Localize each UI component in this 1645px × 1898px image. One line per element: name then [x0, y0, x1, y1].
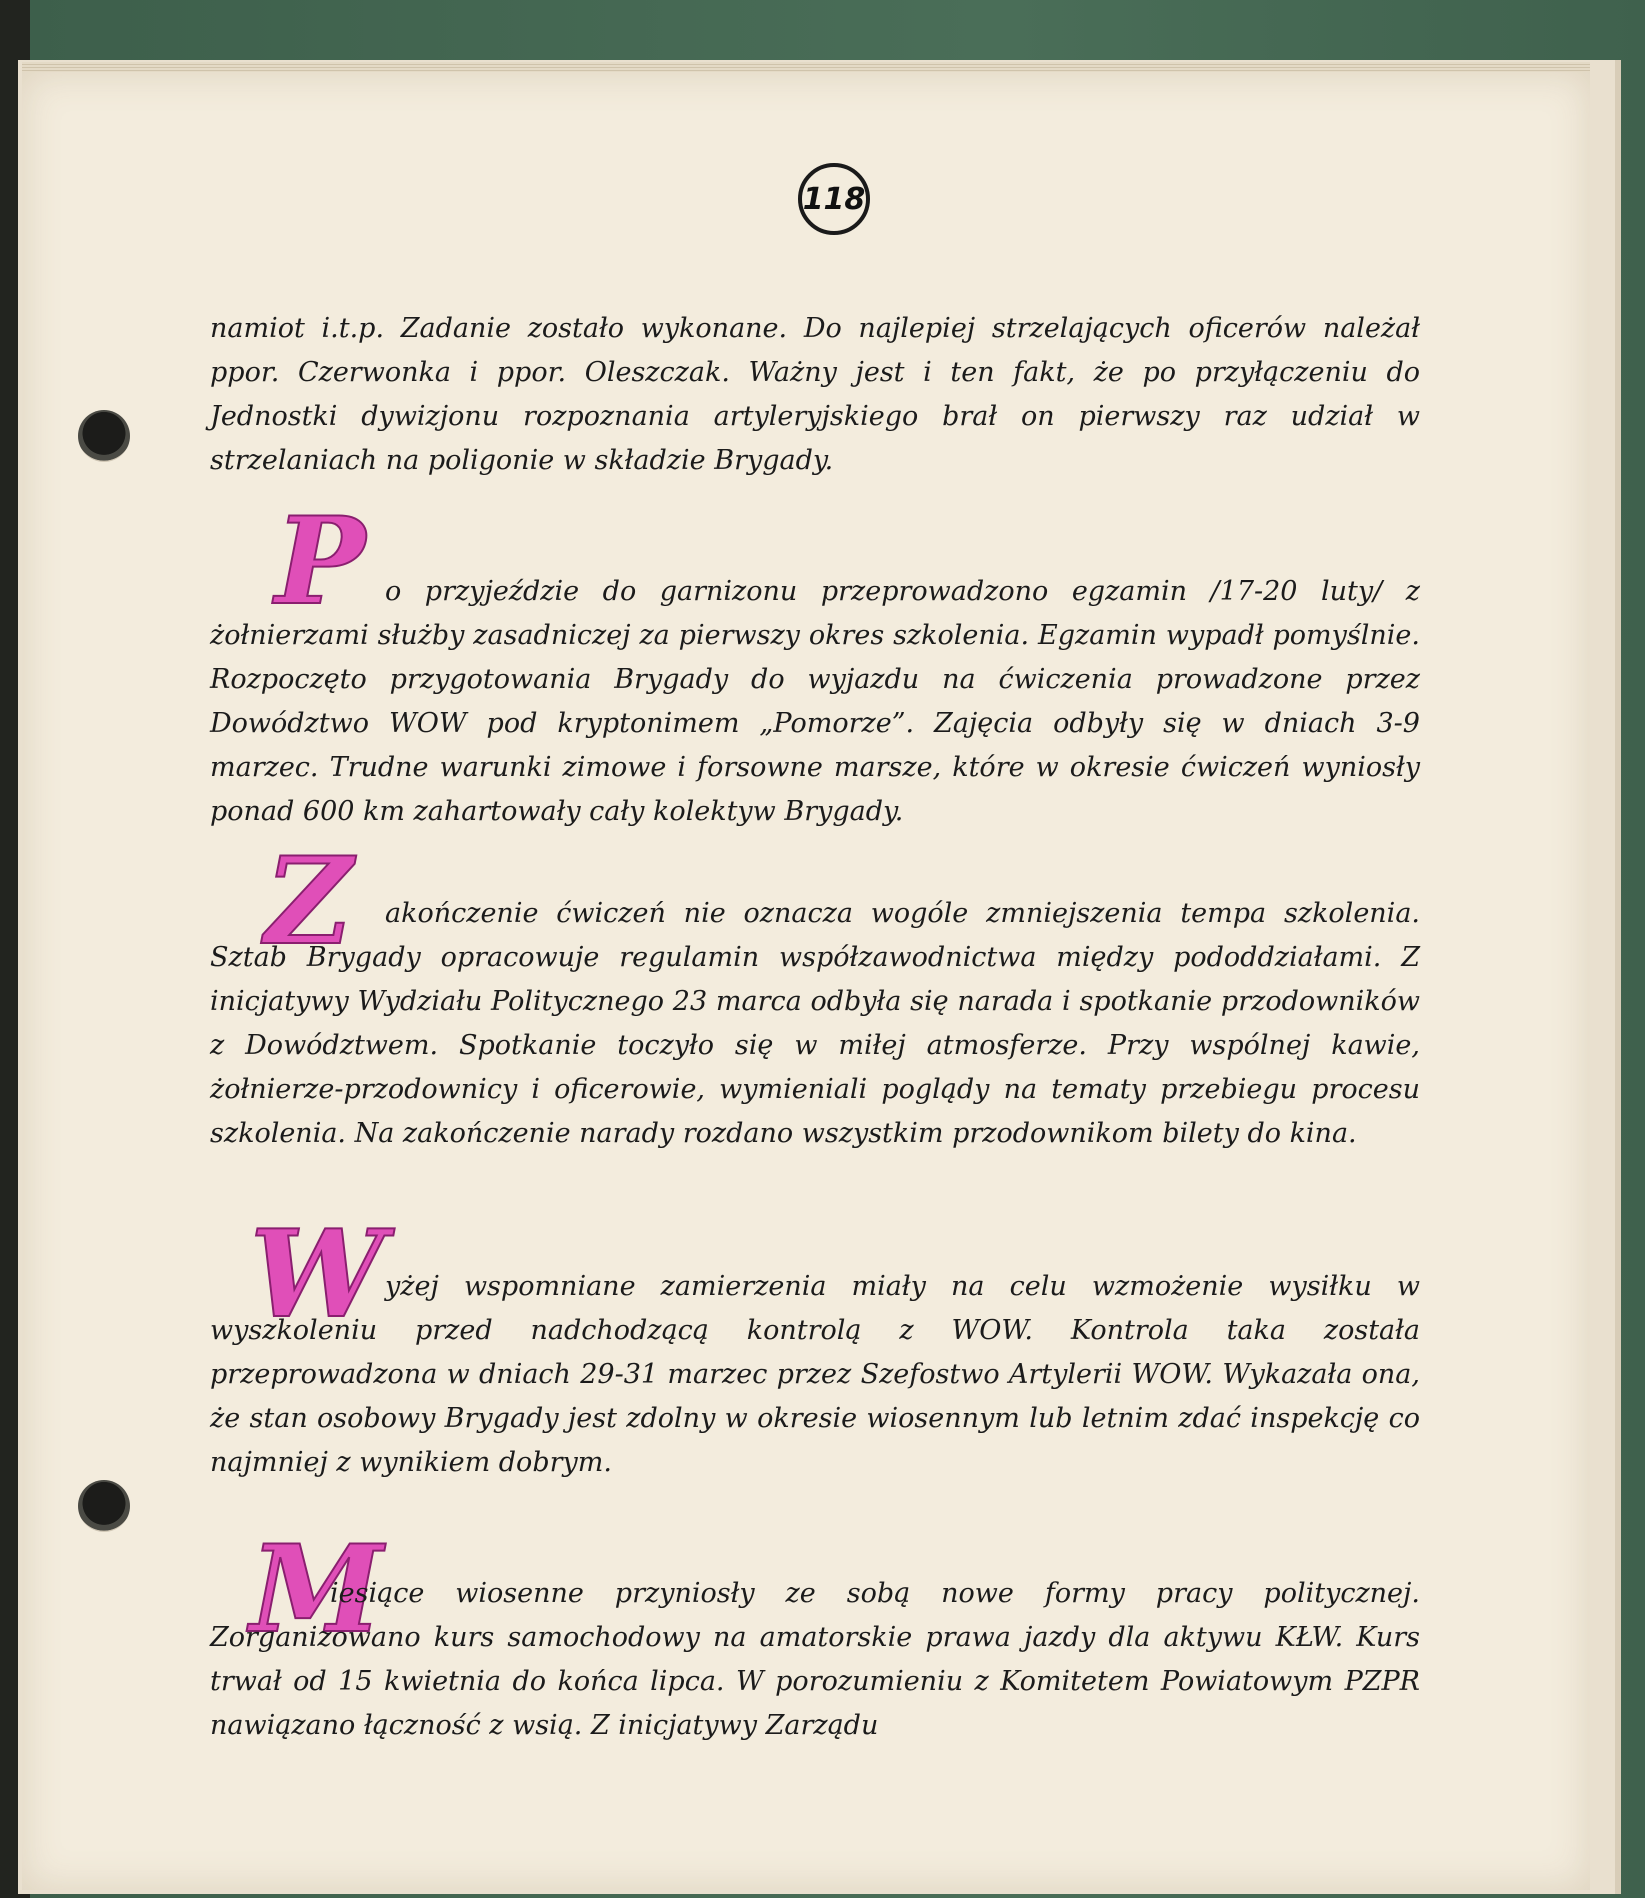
paragraph-text: o przyjeździe do garnizonu przeprowadzono egzamin /17-20 luty/ z żołnierzami służby zasadniczej za pierwszy okres szkolenia. Egzamin wypadł pomyślnie. Rozpoczęto przygotowania Brygady do wyjazdu na ćwiczenia prowadzone przez Dowództwo WOW pod kryptonimem „Pomorze”. Zajęcia odbyły się w dniach 3-9 marzec. Trudne warunki zimowe i forsowne marsze, które w okresie ćwiczeń wyniosły ponad 600 km zahartowały cały kolektyw Brygady.	[210, 576, 1420, 827]
paragraph-text: yżej wspomniane zamierzenia miały na celu wzmożenie wysiłku w wyszkoleniu przed nadchodzącą kontrolą z WOW. Kontrola taka została przeprowadzona w dniach 29-31 marzec przez Szefostwo Artylerii WOW. Wykazała ona, że stan osobowy Brygady jest zdolny w okresie wiosennym lub letnim zdać inspekcję co najmniej z wynikiem dobrym.	[210, 1271, 1420, 1478]
punch-hole-bottom	[78, 1480, 130, 1532]
paragraph-1	[210, 307, 1420, 483]
page-number: 118	[798, 163, 870, 235]
page-edges	[22, 62, 1590, 72]
paragraph-4	[210, 1204, 1420, 1478]
drop-cap-initial: P	[275, 491, 366, 632]
paragraph-2	[210, 491, 1420, 832]
paragraph-text: iesiące wiosenne przyniosły ze sobą nowe formy pracy politycznej. Zorganizowano kurs samochodowy na amatorskie prawa jazdy dla aktywu KŁW. Kurs trwał od 15 kwietnia do końca lipca. W porozumieniu z Komitetem Powiatowym PZPR nawiązano łączność z wsią. Z inicjatywy Zarządu	[210, 1578, 1420, 1741]
drop-cap-initial: W	[250, 1204, 385, 1345]
paragraph-5	[210, 1519, 1420, 1760]
paragraph-3	[210, 831, 1420, 1202]
punch-hole-top	[78, 410, 130, 462]
paragraph-text: akończenie ćwiczeń nie oznacza wogóle zmniejszenia tempa szkolenia. Sztab Brygady opracowuje regulamin współzawodnictwa między pododdziałami. Z inicjatywy Wydziału Politycznego 23 marca odbyła się narada i spotkanie przodowników z Dowództwem. Spotkanie toczyło się w miłej atmosferze. Przy wspólnej kawie, żołnierze-przodownicy i oficerowie, wymieniali poglądy na tematy przebiegu procesu szkolenia. Na zakończenie narady rozdano wszystkim przodownikom bilety do kina.	[210, 898, 1420, 1149]
paragraph-text: namiot i.t.p. Zadanie zostało wykonane. Do najlepiej strzelających oficerów należał ppor. Czerwonka i ppor. Oleszczak. Ważny jest i ten fakt, że po przyłączeniu do Jednostki dywizjonu rozpoznania artyleryjskiego brał on pierwszy raz udział w strzelaniach na poligonie w składzie Brygady.	[210, 313, 1420, 476]
drop-cap-initial: Z	[265, 831, 353, 972]
drop-cap-initial: M	[250, 1519, 383, 1660]
